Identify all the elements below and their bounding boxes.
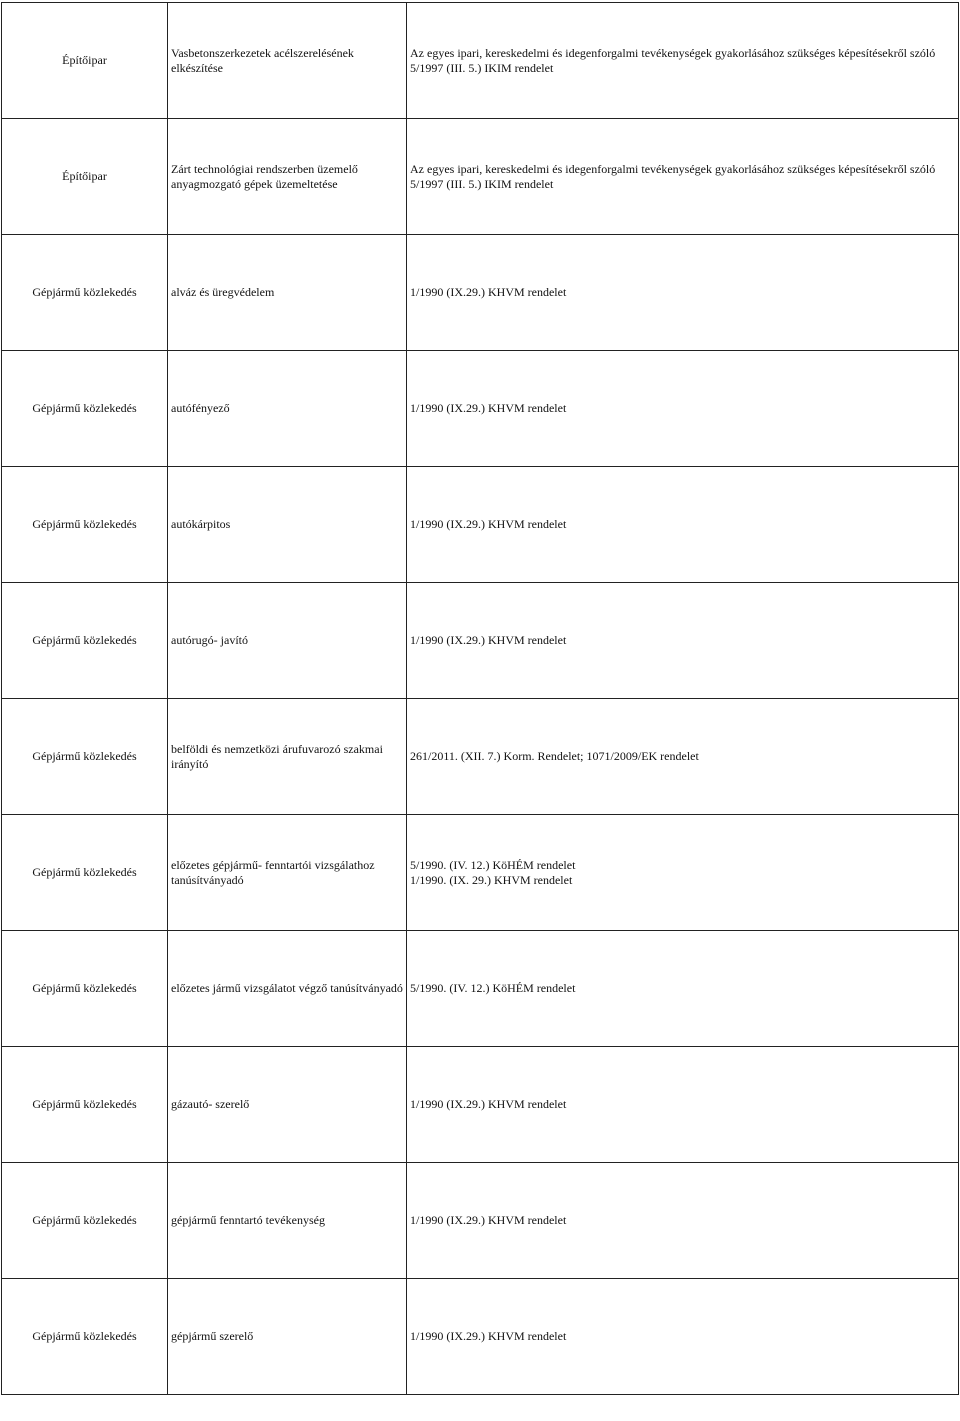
regulation-line: 5/1990. (IV. 12.) KöHÉM rendelet	[410, 981, 576, 995]
regulation-line: 1/1990 (IX.29.) KHVM rendelet	[410, 1329, 567, 1343]
table-body	[2, 3, 959, 1395]
occupation-cell: gázautó- szerelő	[168, 1047, 407, 1163]
regulation-cell	[407, 235, 959, 351]
occupation-cell: előzetes gépjármű- fenntartói vizsgálathoz tanúsítványadó	[168, 815, 407, 931]
table-row	[2, 815, 959, 931]
sector-cell: Gépjármű közlekedés	[2, 1047, 168, 1163]
table-row	[2, 467, 959, 583]
table-row	[2, 1047, 959, 1163]
sector-cell: Gépjármű közlekedés	[2, 235, 168, 351]
regulation-line: 1/1990 (IX.29.) KHVM rendelet	[410, 1213, 567, 1227]
regulation-line: 1/1990 (IX.29.) KHVM rendelet	[410, 401, 567, 415]
sector-cell: Építőipar	[2, 119, 168, 235]
regulation-cell	[407, 119, 959, 235]
regulation-line: 261/2011. (XII. 7.) Korm. Rendelet; 1071/2009/EK rendelet	[410, 749, 699, 763]
regulation-line: 1/1990 (IX.29.) KHVM rendelet	[410, 633, 567, 647]
occupation-cell: gépjármű fenntartó tevékenység	[168, 1163, 407, 1279]
table-row	[2, 699, 959, 815]
regulation-line: 1/1990 (IX.29.) KHVM rendelet	[410, 1097, 567, 1111]
regulation-line: 1/1990. (IX. 29.) KHVM rendelet	[410, 872, 573, 887]
sector-cell: Építőipar	[2, 3, 168, 119]
regulation-cell	[407, 931, 959, 1047]
occupation-cell: autórugó- javító	[168, 583, 407, 699]
sector-cell: Gépjármű közlekedés	[2, 815, 168, 931]
sector-cell: Gépjármű közlekedés	[2, 1163, 168, 1279]
regulation-cell	[407, 3, 959, 119]
regulation-cell	[407, 1047, 959, 1163]
sector-cell: Gépjármű közlekedés	[2, 467, 168, 583]
regulation-line: 5/1990. (IV. 12.) KöHÉM rendelet	[410, 857, 576, 872]
regulation-cell	[407, 1279, 959, 1395]
regulation-cell	[407, 815, 959, 931]
occupation-cell: autófényező	[168, 351, 407, 467]
sector-cell: Gépjármű közlekedés	[2, 583, 168, 699]
table-row	[2, 583, 959, 699]
regulation-cell	[407, 699, 959, 815]
occupation-cell: autókárpitos	[168, 467, 407, 583]
occupation-cell: alváz és üregvédelem	[168, 235, 407, 351]
occupation-cell: gépjármű szerelő	[168, 1279, 407, 1395]
occupation-cell: Zárt technológiai rendszerben üzemelő anyagmozgató gépek üzemeltetése	[168, 119, 407, 235]
regulation-cell	[407, 1163, 959, 1279]
sector-cell: Gépjármű közlekedés	[2, 931, 168, 1047]
occupation-cell: Vasbetonszerkezetek acélszerelésének elkészítése	[168, 3, 407, 119]
regulation-line: 1/1990 (IX.29.) KHVM rendelet	[410, 285, 567, 299]
regulation-cell	[407, 467, 959, 583]
regulation-cell	[407, 583, 959, 699]
table-row	[2, 119, 959, 235]
occupation-cell: belföldi és nemzetközi árufuvarozó szakmai irányító	[168, 699, 407, 815]
table-row	[2, 1279, 959, 1395]
table-row	[2, 3, 959, 119]
sector-cell: Gépjármű közlekedés	[2, 351, 168, 467]
table-row	[2, 1163, 959, 1279]
table-row	[2, 235, 959, 351]
regulation-table	[1, 2, 959, 1395]
regulation-line: Az egyes ipari, kereskedelmi és idegenforgalmi tevékenységek gyakorlásához szükséges képesítésekről szóló 5/1997 (III. 5.) IKIM rendelet	[410, 45, 936, 75]
sector-cell: Gépjármű közlekedés	[2, 1279, 168, 1395]
sector-cell: Gépjármű közlekedés	[2, 699, 168, 815]
regulation-line: Az egyes ipari, kereskedelmi és idegenforgalmi tevékenységek gyakorlásához szükséges képesítésekről szóló 5/1997 (III. 5.) IKIM rendelet	[410, 161, 936, 191]
regulation-line: 1/1990 (IX.29.) KHVM rendelet	[410, 517, 567, 531]
occupation-cell: előzetes jármű vizsgálatot végző tanúsítványadó	[168, 931, 407, 1047]
regulation-cell	[407, 351, 959, 467]
table-row	[2, 931, 959, 1047]
table-row	[2, 351, 959, 467]
